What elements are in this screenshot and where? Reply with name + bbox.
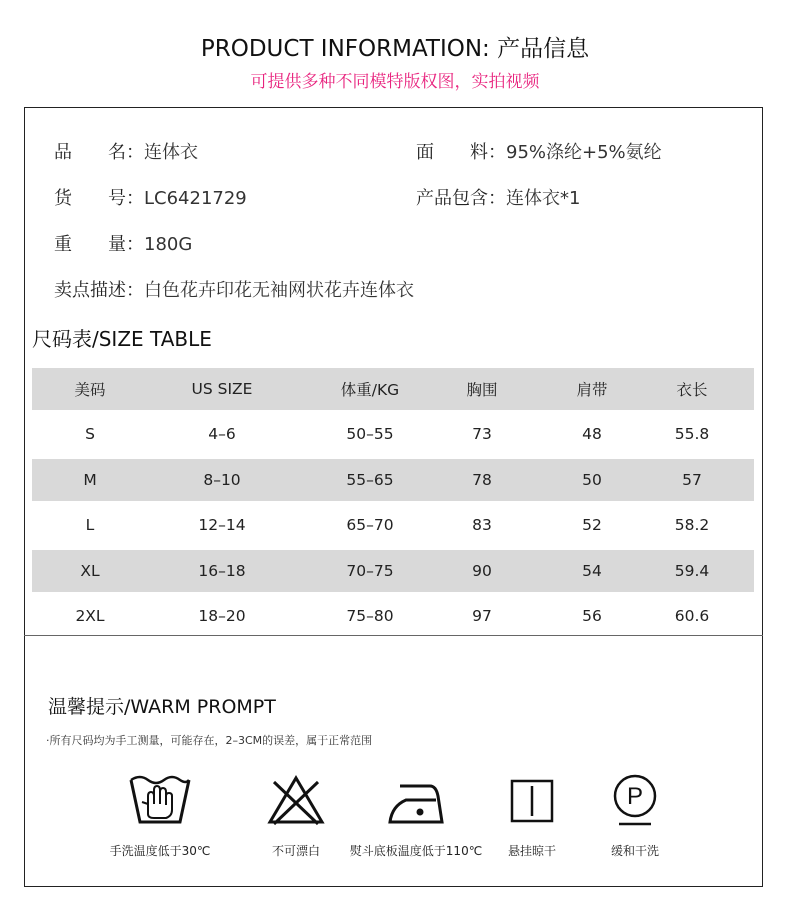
info-weight-value: 180G — [144, 234, 193, 255]
care-label: 不可漂白 — [271, 844, 320, 858]
header-cell: 体重/KG — [340, 381, 400, 399]
table-cell: 18–20 — [198, 606, 246, 625]
table-cell: 70–75 — [346, 561, 394, 580]
dry-clean-symbol: P — [626, 783, 644, 810]
table-cell: 73 — [472, 425, 492, 444]
info-fabric-label: 面 料： — [416, 142, 506, 163]
table-cell: 57 — [682, 470, 702, 489]
care-label: 手洗温度低于30℃ — [109, 844, 211, 858]
no-bleach-icon — [266, 772, 326, 830]
table-cell: 75–80 — [346, 606, 394, 625]
table-cell: 65–70 — [346, 516, 394, 535]
table-cell: 59.4 — [674, 561, 710, 580]
info-sku-label: 货 号： — [54, 188, 144, 209]
table-cell: 97 — [472, 606, 492, 625]
table-cell: S — [85, 425, 95, 444]
size-table-header-row — [32, 368, 754, 410]
table-cell: 4–6 — [208, 425, 236, 444]
header-cell: 衣长 — [676, 381, 708, 399]
care-label: 悬挂晾干 — [507, 844, 556, 858]
info-contents-label: 产品包含： — [416, 188, 506, 209]
table-cell: 90 — [472, 561, 492, 580]
size-table-heading: 尺码表/SIZE TABLE — [32, 327, 212, 351]
table-cell: 60.6 — [674, 606, 710, 625]
info-selling-point — [54, 276, 414, 302]
info-sku-value: LC6421729 — [144, 188, 247, 209]
info-name-value: 连体衣 — [144, 142, 198, 163]
info-weight — [54, 230, 192, 256]
table-cell: 54 — [582, 561, 602, 580]
care-label: 缓和干洗 — [610, 844, 659, 858]
table-cell: 12–14 — [198, 516, 246, 535]
info-weight-label: 重 量： — [54, 234, 144, 255]
size-table — [32, 368, 754, 640]
care-label: 熨斗底板温度低于110℃ — [349, 844, 483, 858]
table-cell: 78 — [472, 470, 492, 489]
table-cell: L — [85, 516, 95, 535]
table-cell: 52 — [582, 516, 602, 535]
table-cell: 16–18 — [198, 561, 246, 580]
header-cell: 美码 — [74, 381, 106, 399]
table-cell: 83 — [472, 516, 492, 535]
header-cell: 胸围 — [466, 381, 498, 399]
page-header-title: PRODUCT INFORMATION: 产品信息 — [200, 36, 590, 62]
table-cell: M — [83, 470, 97, 489]
tips-heading: 温馨提示/WARM PROMPT — [48, 696, 276, 718]
dry-clean-icon — [610, 772, 660, 830]
info-fabric-value: 95%涤纶+5%氨纶 — [506, 142, 662, 163]
table-row — [32, 504, 754, 546]
table-cell: 55–65 — [346, 470, 394, 489]
header-cell: 肩带 — [576, 381, 608, 399]
iron-icon — [386, 772, 446, 830]
info-selling-point-value: 白色花卉印花无袖网状花卉连体衣 — [144, 280, 414, 301]
table-cell: 48 — [582, 425, 602, 444]
table-cell: XL — [80, 561, 100, 580]
table-row — [32, 595, 754, 637]
info-selling-point-label: 卖点描述： — [54, 280, 144, 301]
table-cell: 50 — [582, 470, 602, 489]
header-cell: US SIZE — [191, 380, 253, 398]
table-cell: 2XL — [75, 606, 105, 625]
table-row — [32, 550, 754, 592]
table-cell: 58.2 — [674, 516, 710, 535]
table-cell: 56 — [582, 606, 602, 625]
table-cell: 50–55 — [346, 425, 394, 444]
info-contents — [416, 184, 580, 210]
info-name — [54, 138, 198, 164]
info-name-label: 品 名： — [54, 142, 144, 163]
page-header-subtitle: 可提供多种不同模特版权图，实拍视频 — [250, 72, 540, 92]
line-dry-icon — [508, 772, 556, 830]
info-contents-value: 连体衣*1 — [506, 188, 581, 209]
table-row — [32, 413, 754, 455]
table-cell: 8–10 — [203, 470, 241, 489]
hand-wash-icon — [128, 772, 192, 830]
table-cell: 55.8 — [674, 425, 710, 444]
tips-note: ·所有尺码均为手工测量，可能存在，2–3CM的误差，属于正常范围 — [46, 734, 373, 747]
table-row — [32, 459, 754, 501]
info-sku — [54, 184, 247, 210]
info-fabric — [416, 138, 662, 164]
